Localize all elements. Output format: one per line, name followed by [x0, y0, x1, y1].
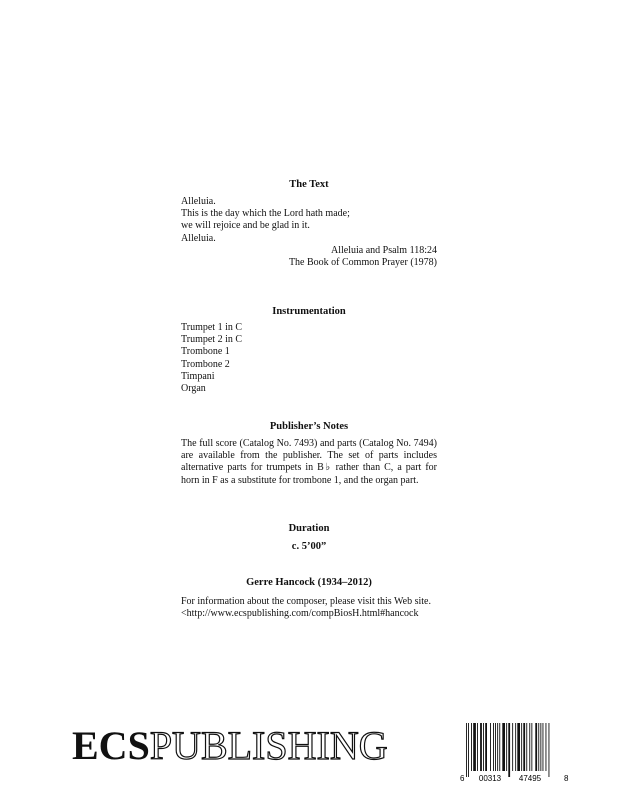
barcode-bar: [549, 723, 550, 777]
instrument-item: Trumpet 2 in C: [181, 334, 243, 346]
composer-website-link[interactable]: <http://www.ecspublishing.com/compBiosH.html#hancock: [181, 608, 419, 620]
publishers-notes-body: The full score (Catalog No. 7493) and parts (Catalog No. 7494) are available from the publisher. The set of parts includes alternative parts for trumpets in B♭ rather than C, a part for horn in F as a substitute for trombone 1, and the organ part.: [181, 438, 437, 486]
composer-heading: Gerre Hancock (1934–2012): [246, 577, 372, 588]
barcode-bar: [497, 723, 498, 771]
instrumentation-list: [181, 322, 437, 395]
barcode-bar: [529, 723, 530, 771]
text-line: Alleluia.: [181, 196, 216, 207]
barcode-bar: [508, 723, 510, 777]
duration-heading: Duration: [288, 523, 330, 534]
barcode-bar: [521, 723, 522, 771]
barcode-bars: [466, 723, 549, 777]
barcode-bar: [477, 723, 478, 771]
text-block: [181, 196, 437, 269]
instrument-item: Trombone 1: [181, 346, 230, 358]
barcode-bar: [538, 723, 539, 771]
instrumentation-heading: Instrumentation: [272, 306, 346, 317]
barcode-lead-digit: 6: [460, 774, 465, 783]
text-line: we will rejoice and be glad in it.: [181, 220, 310, 232]
barcode-bar: [473, 723, 476, 771]
barcode-bar: [483, 723, 484, 771]
text-source-psalm: Alleluia and Psalm 118:24: [330, 244, 437, 256]
instrument-item: Trumpet 1 in C: [181, 322, 243, 333]
barcode-bar: [546, 723, 547, 771]
barcode-bar: [540, 723, 541, 771]
barcode-bar: [526, 723, 527, 771]
barcode-bar: [512, 723, 513, 771]
barcode-bar: [543, 723, 544, 771]
barcode-bar: [466, 723, 467, 777]
barcode-group-1: 00313: [478, 774, 502, 783]
text-line: Alleluia.: [181, 232, 216, 244]
barcode-bar: [517, 723, 520, 771]
text-line: This is the day which the Lord hath made;: [181, 208, 350, 220]
barcode-bar: [495, 723, 496, 771]
logo-publishing: PUBLISHING: [149, 723, 388, 768]
barcode-check-digit: 8: [564, 774, 569, 783]
composer-info: [181, 596, 437, 620]
ecs-publishing-logo: [72, 723, 388, 769]
barcode-bar: [506, 723, 507, 771]
the-text-heading: The Text: [289, 179, 329, 190]
barcode-bar: [523, 723, 525, 771]
barcode-bar: [471, 723, 472, 771]
barcode-bar: [515, 723, 516, 771]
instrument-item: Trombone 2: [181, 358, 230, 370]
barcode-bar: [502, 723, 505, 771]
logo-ecs: ECS: [72, 723, 150, 768]
text-source-prayer-book: The Book of Common Prayer (1978): [288, 257, 437, 269]
barcode-bar: [531, 723, 532, 771]
barcode-bar: [485, 723, 487, 771]
barcode-bar: [480, 723, 482, 771]
barcode-bar: [493, 723, 494, 771]
instrument-item: Timpani: [181, 370, 215, 382]
barcode-bar: [490, 723, 491, 771]
publishers-notes-heading: Publisher’s Notes: [269, 421, 349, 432]
instrument-item: Organ: [181, 383, 206, 395]
duration-value: c. 5’00”: [291, 541, 327, 552]
barcode-group-2: 47495: [518, 774, 542, 783]
barcode-bar: [499, 723, 500, 771]
barcode-bar: [468, 723, 469, 777]
composer-info-text: For information about the composer, please visit this Web site.: [181, 596, 431, 607]
upc-barcode: [458, 723, 570, 783]
barcode-bar: [535, 723, 537, 771]
